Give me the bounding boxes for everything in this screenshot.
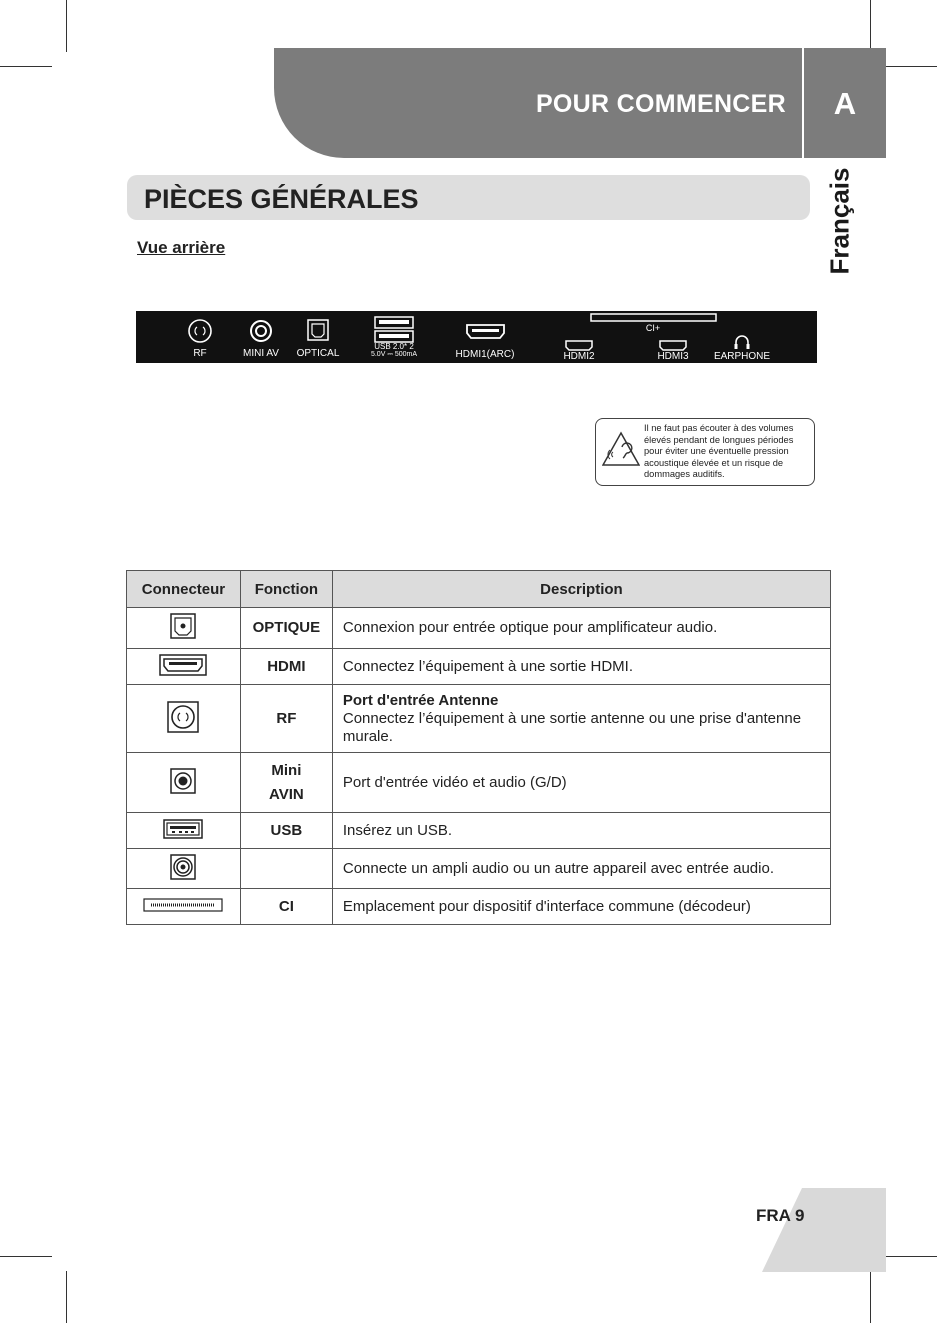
- rear-view-heading: Vue arrière: [137, 238, 226, 257]
- crop-mark: [870, 0, 871, 52]
- mini-av-port-icon: [251, 321, 271, 341]
- function-cell: HDMI: [240, 649, 332, 685]
- connector-cell: [127, 849, 241, 889]
- optical-port-icon: [169, 613, 197, 639]
- function-cell: USB: [240, 813, 332, 849]
- crop-mark: [885, 66, 937, 67]
- function-cell: CI: [240, 889, 332, 925]
- usb-ports-icon: [375, 317, 413, 342]
- chapter-letter: A: [833, 86, 857, 121]
- connector-cell: [127, 649, 241, 685]
- connector-cell: [127, 685, 241, 753]
- ci-slot-icon: [143, 898, 223, 912]
- page-number: FRA 9: [756, 1206, 805, 1225]
- coaxial-port-icon: [170, 854, 196, 880]
- usb-power-label: 5.0V ⎓ 500mA: [370, 351, 418, 358]
- crop-mark: [885, 1256, 937, 1257]
- connector-cell: [127, 753, 241, 813]
- hdmi2-label: HDMI2: [563, 351, 595, 362]
- description-cell: Connecte un ampli audio ou un autre appareil avec entrée audio.: [332, 849, 830, 889]
- headphone-icon: [735, 336, 750, 349]
- header-band: [274, 48, 802, 158]
- usb-port-icon: [163, 819, 203, 839]
- optical-port-icon: [308, 320, 328, 340]
- hdmi2-port-icon: [566, 341, 592, 350]
- hdmi1-port-icon: [467, 325, 504, 338]
- rf-port-icon: [189, 320, 211, 342]
- function-cell: OPTIQUE: [240, 608, 332, 649]
- table-row: [127, 813, 831, 849]
- earphone-label: EARPHONE: [713, 351, 771, 362]
- rf-port-icon: [166, 701, 200, 733]
- hearing-warning-box: [595, 418, 815, 486]
- description-cell: Insérez un USB.: [332, 813, 830, 849]
- function-cell: [240, 849, 332, 889]
- mini-av-label: MINI AV: [243, 348, 279, 359]
- description-cell: Connectez l’équipement à une sortie HDMI.: [332, 649, 830, 685]
- rear-panel-illustration: [136, 311, 817, 363]
- table-row: [127, 849, 831, 889]
- crop-mark: [66, 0, 67, 52]
- description-cell: Emplacement pour dispositif d'interface commune (décodeur): [332, 889, 830, 925]
- usb-label: USB 2.0* 2: [374, 342, 414, 351]
- description-text: Connectez l’équipement à une sortie antenne ou une prise d'antenne murale.: [342, 709, 802, 745]
- hearing-warning-icon: [602, 431, 640, 467]
- hdmi-port-icon: [159, 654, 207, 676]
- crop-mark: [870, 1271, 871, 1323]
- table-row: [127, 685, 831, 753]
- function-cell: [240, 753, 332, 813]
- table-row: [127, 889, 831, 925]
- mini-av-port-icon: [170, 768, 196, 794]
- crop-mark: [66, 1271, 67, 1323]
- language-label: Français: [824, 167, 855, 275]
- language-tab: [818, 165, 862, 277]
- function-line: AVIN: [269, 785, 304, 803]
- connector-cell: [127, 608, 241, 649]
- ci-slot-icon: [591, 314, 716, 321]
- column-header-connector: Connecteur: [127, 571, 241, 608]
- crop-mark: [0, 66, 52, 67]
- connector-cell: [127, 889, 241, 925]
- description-cell: Port d'entrée vidéo et audio (G/D): [332, 753, 830, 813]
- function-cell: RF: [240, 685, 332, 753]
- table-row: [127, 608, 831, 649]
- connector-cell: [127, 813, 241, 849]
- ci-label: CI+: [645, 323, 661, 333]
- header-section-title: POUR COMMENCER: [535, 90, 786, 118]
- description-cell: Connexion pour entrée optique pour amplificateur audio.: [332, 608, 830, 649]
- hdmi3-port-icon: [660, 341, 686, 350]
- description-cell: [332, 685, 830, 753]
- description-title: Port d'entrée Antenne: [342, 691, 499, 709]
- rf-label: RF: [193, 348, 207, 359]
- hdmi1-label: HDMI1(ARC): [455, 349, 515, 360]
- table-header-row: [127, 571, 831, 608]
- chapter-letter-box: [804, 48, 886, 158]
- section-title-bar: [127, 175, 810, 220]
- connector-table: [126, 570, 831, 925]
- optical-label: OPTICAL: [296, 348, 340, 359]
- function-line: Mini: [271, 761, 302, 779]
- column-header-function: Fonction: [240, 571, 332, 608]
- crop-mark: [0, 1256, 52, 1257]
- hdmi3-label: HDMI3: [657, 351, 689, 362]
- column-header-description: Description: [332, 571, 830, 608]
- footer-page-tab: [762, 1188, 886, 1272]
- hearing-warning-text: Il ne faut pas écouter à des volumes élevés pendant de longues périodes pour éviter une éventuelle pression acoustique élevée et un risque de dommages auditifs.: [644, 423, 794, 480]
- section-title: PIÈCES GÉNÉRALES: [144, 184, 419, 214]
- table-row: [127, 649, 831, 685]
- table-row: [127, 753, 831, 813]
